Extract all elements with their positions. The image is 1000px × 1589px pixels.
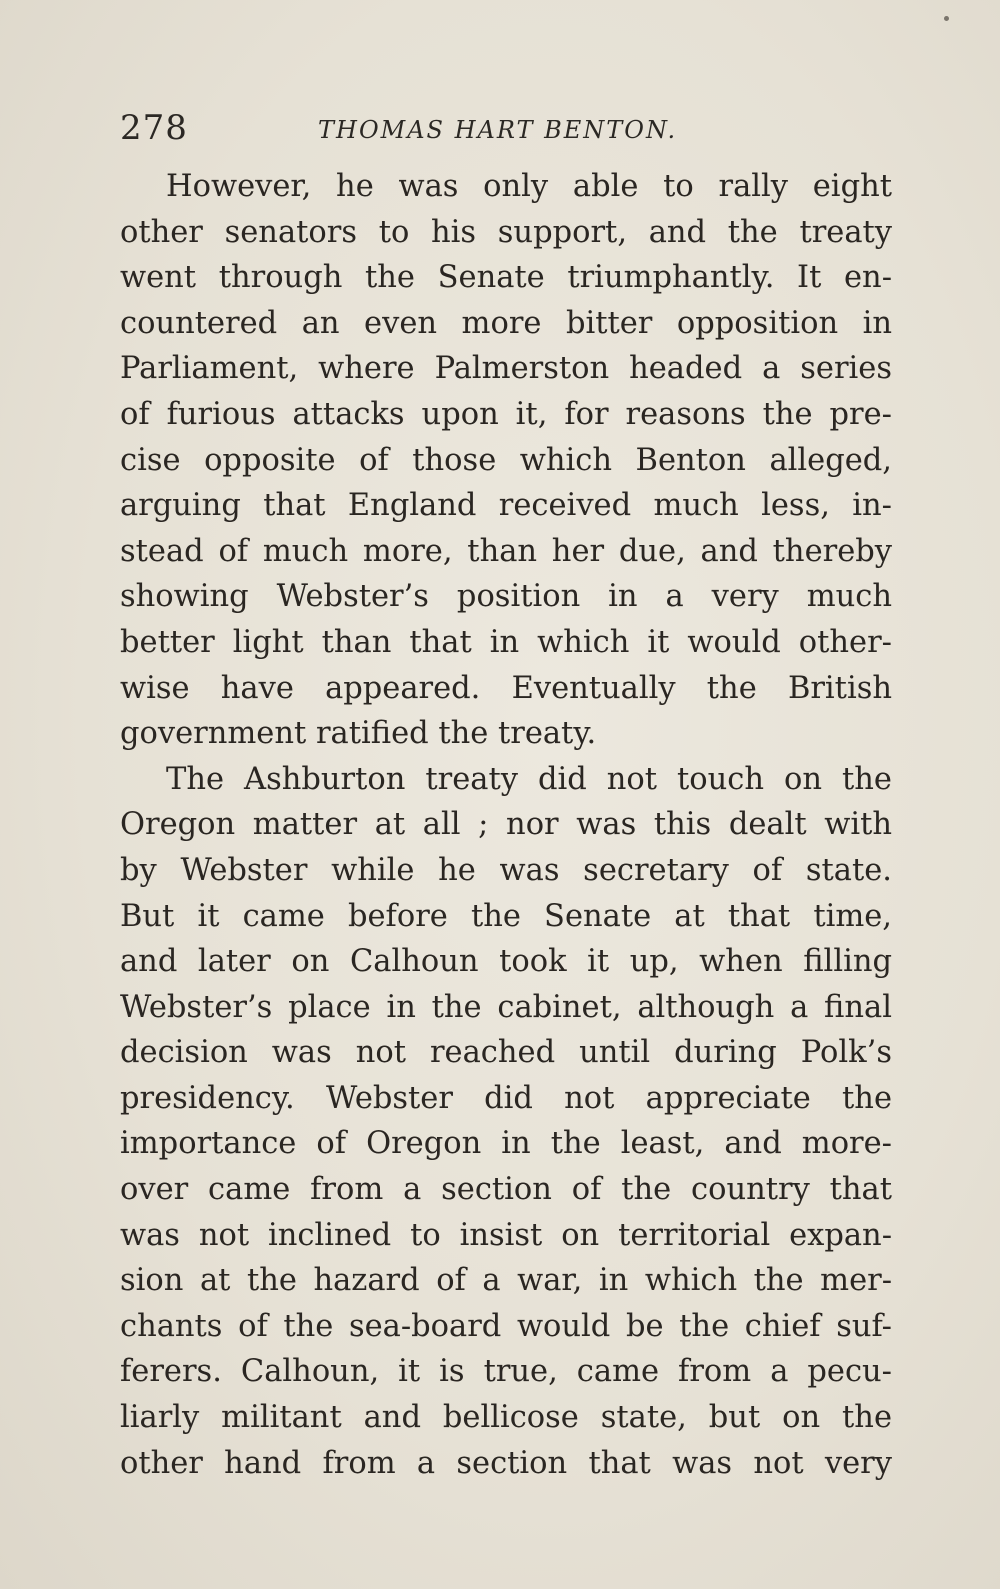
text-line: cise opposite of those which Benton alleged, — [120, 442, 892, 478]
text-line: liarly militant and bellicose state, but on the — [120, 1400, 892, 1436]
text-line: showing Webster’s position in a very much — [120, 579, 892, 615]
page-number: 278 — [120, 108, 188, 148]
paragraph-2 — [120, 757, 892, 1487]
text-line: But it came before the Senate at that time, — [120, 898, 892, 934]
text-line: decision was not reached until during Polk’s — [120, 1035, 892, 1071]
text-line: and later on Calhoun took it up, when filling — [120, 944, 892, 980]
running-head: THOMAS HART BENTON. — [318, 116, 678, 144]
text-line: went through the Senate triumphantly. It en- — [120, 260, 892, 296]
text-line: Parliament, where Palmerston headed a series — [120, 351, 892, 387]
text-line: of furious attacks upon it, for reasons the pre- — [120, 396, 892, 432]
text-line: However, he was only able to rally eight — [166, 169, 892, 204]
text-line: ferers. Calhoun, it is true, came from a pecu- — [120, 1354, 892, 1390]
text-line: countered an even more bitter opposition in — [120, 305, 892, 341]
text-line: sion at the hazard of a war, in which the mer- — [120, 1263, 892, 1299]
text-line: other hand from a section that was not very — [120, 1445, 892, 1481]
text-line: by Webster while he was secretary of state. — [120, 852, 892, 888]
text-line: wise have appeared. Eventually the British — [120, 670, 892, 706]
text-line: importance of Oregon in the least, and more- — [120, 1126, 892, 1162]
ink-speck — [944, 16, 949, 21]
body-text — [120, 164, 892, 1486]
text-line: government ratified the treaty. — [120, 716, 597, 752]
text-line: chants of the sea-board would be the chief suf- — [120, 1308, 892, 1344]
text-line: stead of much more, than her due, and thereby — [120, 533, 892, 569]
paragraph-1 — [120, 164, 892, 757]
text-line: over came from a section of the country that — [120, 1172, 892, 1208]
text-line: was not inclined to insist on territorial expan- — [120, 1217, 892, 1253]
text-line: other senators to his support, and the treaty — [120, 214, 892, 250]
text-line: better light than that in which it would other- — [120, 624, 892, 660]
text-line: arguing that England received much less, in- — [120, 488, 892, 524]
text-line: The Ashburton treaty did not touch on the — [166, 761, 892, 797]
text-line: Oregon matter at all ; nor was this dealt with — [120, 807, 892, 843]
page-header — [120, 108, 900, 158]
text-line: presidency. Webster did not appreciate the — [120, 1080, 892, 1116]
text-line: Webster’s place in the cabinet, although a final — [120, 989, 892, 1025]
